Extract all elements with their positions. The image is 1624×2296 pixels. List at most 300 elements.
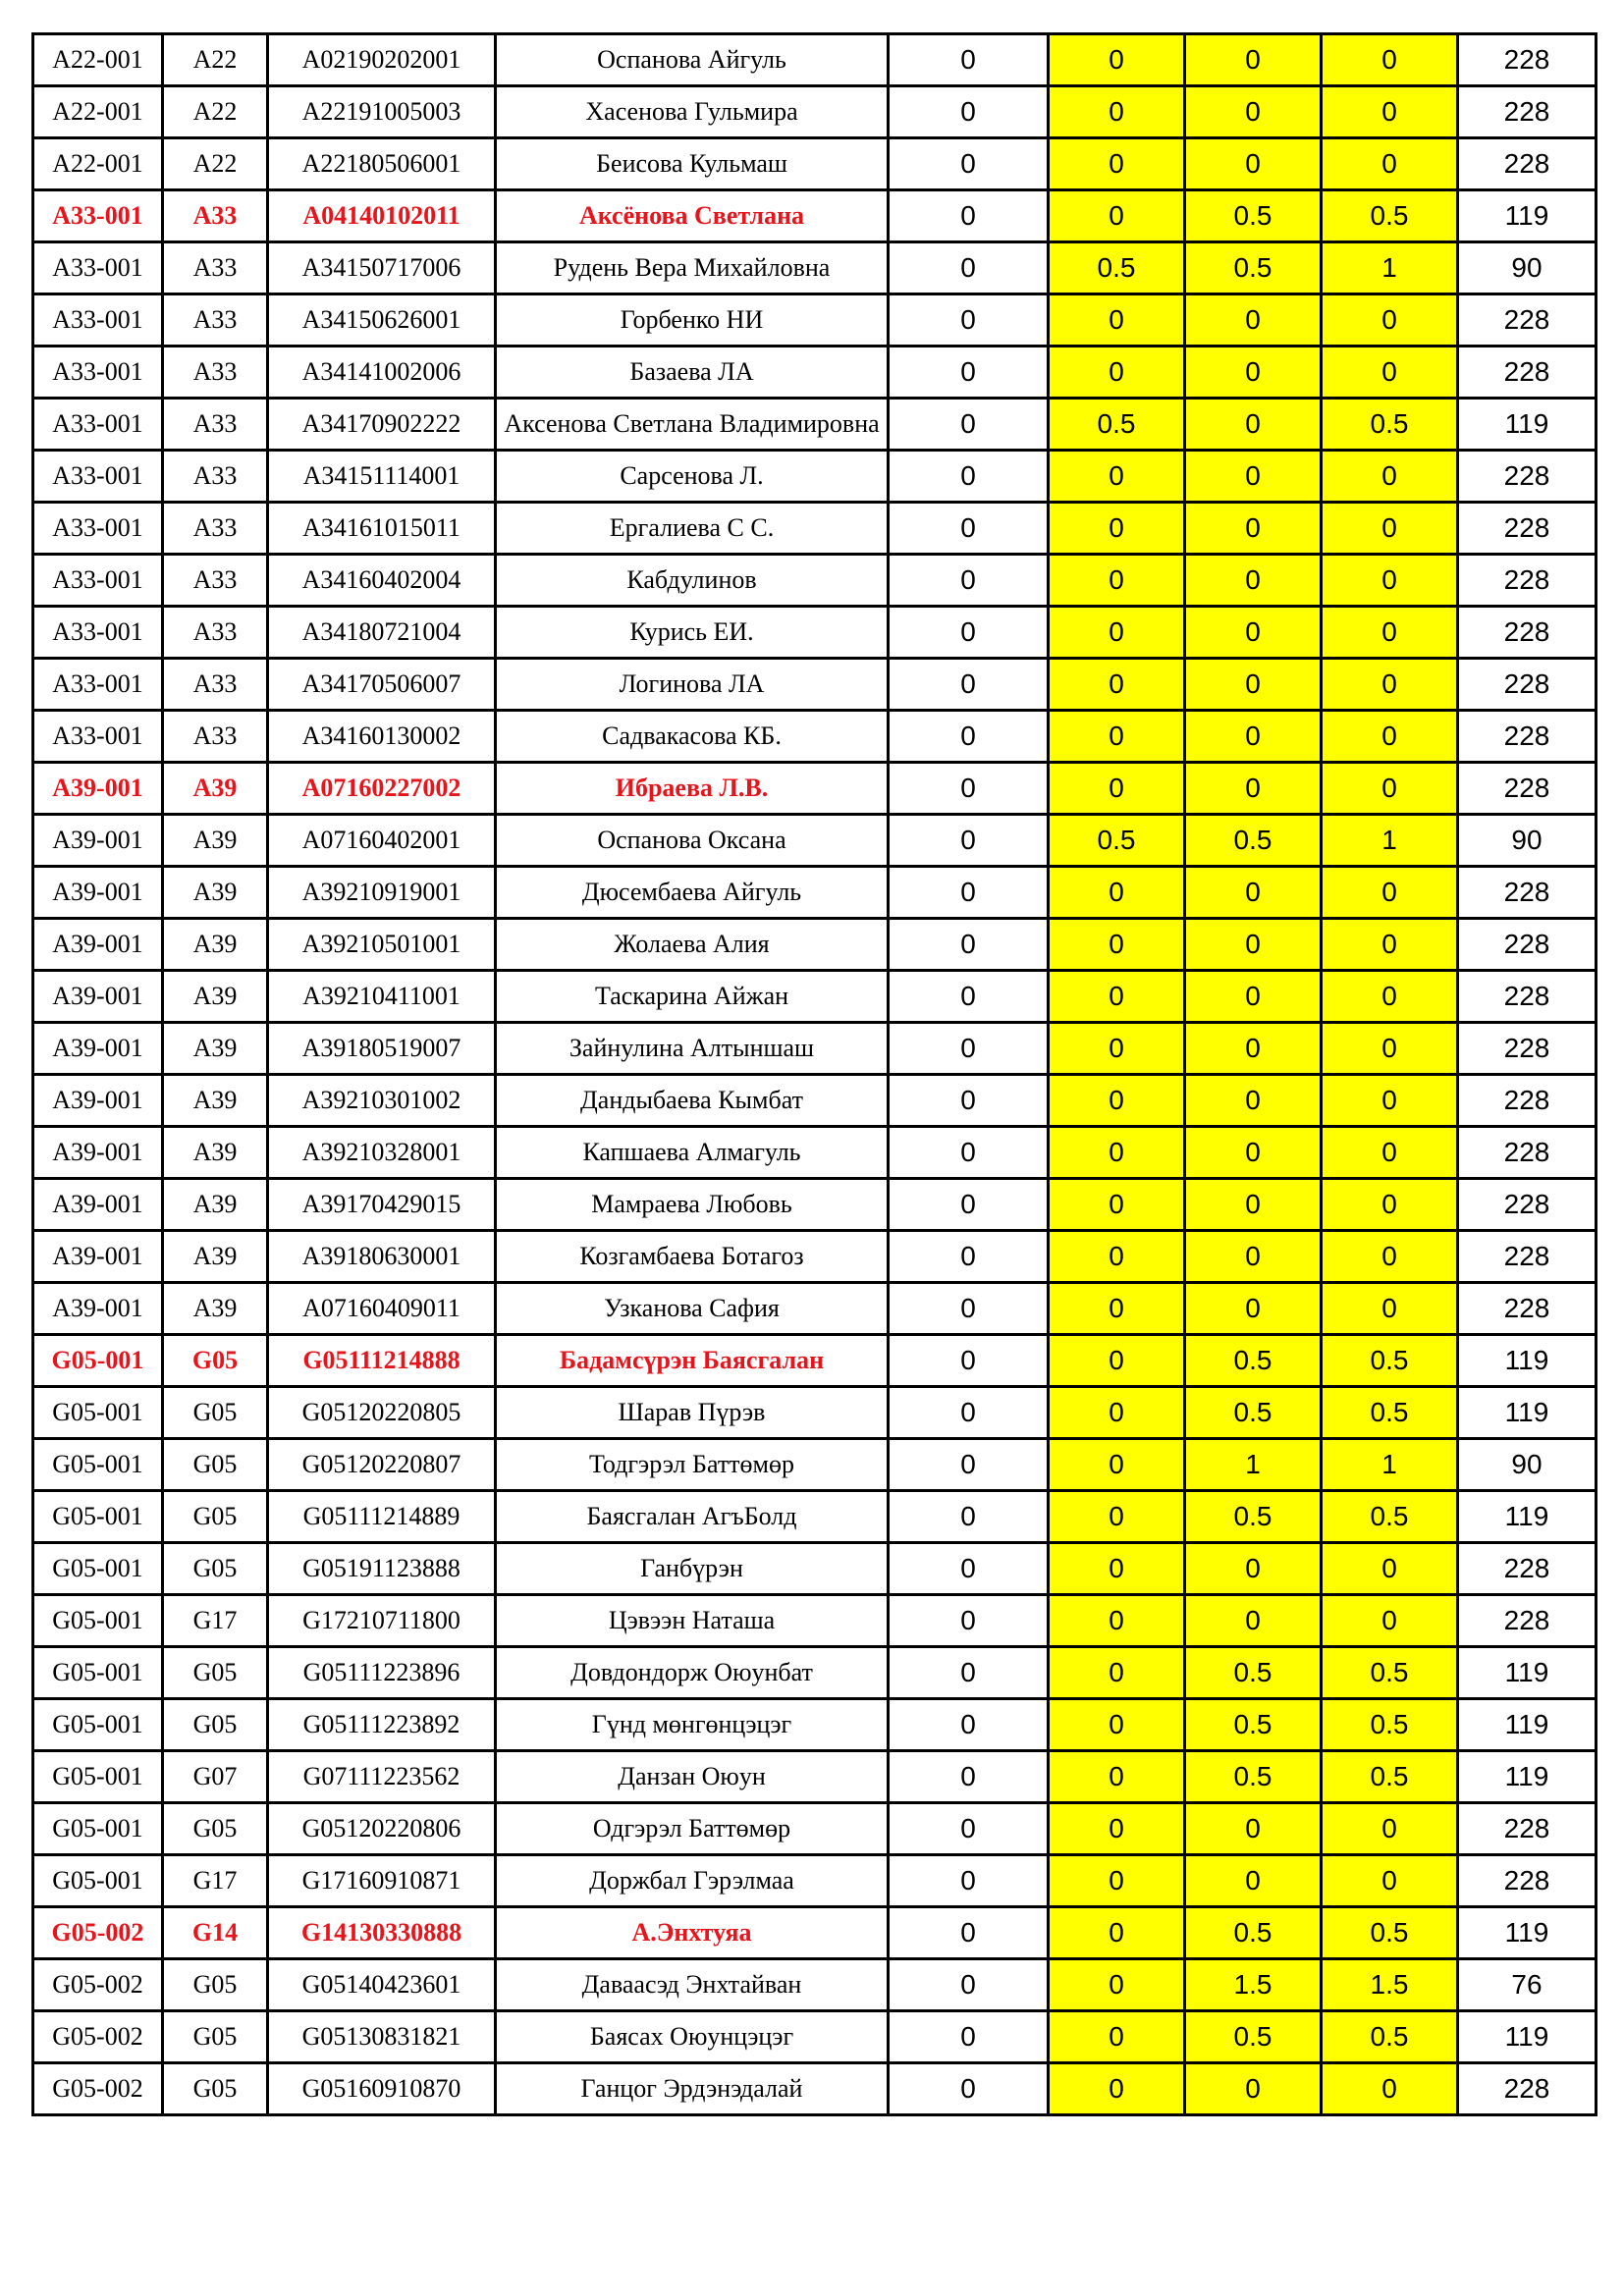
score-total-cell: 0	[1322, 451, 1458, 503]
table-row	[33, 1803, 1597, 1855]
name-cell: Беисова Кульмаш	[496, 138, 889, 190]
table-row	[33, 711, 1597, 763]
score-total-cell: 0.5	[1322, 1387, 1458, 1439]
id-cell: A39180519007	[268, 1023, 496, 1075]
score-cell-1: 0	[889, 555, 1049, 607]
rank-cell: 119	[1458, 1387, 1597, 1439]
table-row	[33, 1335, 1597, 1387]
rank-cell: 228	[1458, 1855, 1597, 1907]
score-cell-3: 0	[1185, 607, 1322, 659]
score-total-cell: 0	[1322, 919, 1458, 971]
group-cell: A39-001	[33, 919, 163, 971]
name-cell: Рудень Вера Михайловна	[496, 242, 889, 294]
rank-cell: 228	[1458, 2063, 1597, 2115]
code-cell: G07	[163, 1751, 268, 1803]
score-cell-2: 0	[1049, 659, 1185, 711]
score-cell-1: 0	[889, 1231, 1049, 1283]
name-cell: Ибраева Л.В.	[496, 763, 889, 815]
score-cell-2: 0	[1049, 1179, 1185, 1231]
code-cell: G05	[163, 1699, 268, 1751]
score-cell-1: 0	[889, 1595, 1049, 1647]
score-cell-3: 0.5	[1185, 1491, 1322, 1543]
score-cell-2: 0	[1049, 1491, 1185, 1543]
id-cell: G17160910871	[268, 1855, 496, 1907]
score-total-cell: 0	[1322, 1127, 1458, 1179]
score-cell-3: 0.5	[1185, 190, 1322, 242]
name-cell: Ганцог Эрдэнэдалай	[496, 2063, 889, 2115]
score-cell-1: 0	[889, 242, 1049, 294]
name-cell: Курись ЕИ.	[496, 607, 889, 659]
score-cell-2: 0	[1049, 138, 1185, 190]
code-cell: G05	[163, 2063, 268, 2115]
score-cell-1: 0	[889, 294, 1049, 347]
table-row	[33, 555, 1597, 607]
code-cell: A33	[163, 347, 268, 399]
code-cell: A33	[163, 242, 268, 294]
score-total-cell: 0	[1322, 2063, 1458, 2115]
score-total-cell: 0	[1322, 1283, 1458, 1335]
name-cell: Даваасэд Энхтайван	[496, 1959, 889, 2011]
id-cell: A34150626001	[268, 294, 496, 347]
score-cell-2: 0	[1049, 1439, 1185, 1491]
score-cell-2: 0	[1049, 1803, 1185, 1855]
score-cell-1: 0	[889, 1387, 1049, 1439]
score-total-cell: 0	[1322, 1855, 1458, 1907]
group-cell: A33-001	[33, 607, 163, 659]
table-row	[33, 1595, 1597, 1647]
name-cell: Сарсенова Л.	[496, 451, 889, 503]
rank-cell: 228	[1458, 86, 1597, 138]
table-row	[33, 607, 1597, 659]
code-cell: G05	[163, 1543, 268, 1595]
table-row	[33, 867, 1597, 919]
score-cell-3: 0.5	[1185, 815, 1322, 867]
score-cell-2: 0	[1049, 1855, 1185, 1907]
score-cell-1: 0	[889, 1647, 1049, 1699]
score-total-cell: 0	[1322, 555, 1458, 607]
code-cell: A33	[163, 607, 268, 659]
score-cell-1: 0	[889, 2063, 1049, 2115]
group-cell: A39-001	[33, 1179, 163, 1231]
code-cell: A33	[163, 555, 268, 607]
id-cell: A07160402001	[268, 815, 496, 867]
group-cell: G05-002	[33, 2011, 163, 2063]
score-cell-2: 0	[1049, 347, 1185, 399]
name-cell: Доржбал Гэрэлмаа	[496, 1855, 889, 1907]
id-cell: G07111223562	[268, 1751, 496, 1803]
score-cell-3: 0.5	[1185, 1647, 1322, 1699]
group-cell: G05-001	[33, 1647, 163, 1699]
id-cell: A34141002006	[268, 347, 496, 399]
score-cell-3: 0	[1185, 1283, 1322, 1335]
code-cell: G05	[163, 1647, 268, 1699]
rank-cell: 90	[1458, 1439, 1597, 1491]
id-cell: A34160402004	[268, 555, 496, 607]
table-row	[33, 451, 1597, 503]
score-cell-1: 0	[889, 2011, 1049, 2063]
name-cell: Таскарина Айжан	[496, 971, 889, 1023]
score-cell-1: 0	[889, 1075, 1049, 1127]
group-cell: G05-001	[33, 1439, 163, 1491]
table-row	[33, 1179, 1597, 1231]
code-cell: G05	[163, 1491, 268, 1543]
group-cell: A39-001	[33, 867, 163, 919]
id-cell: A04140102011	[268, 190, 496, 242]
score-cell-3: 0	[1185, 138, 1322, 190]
score-total-cell: 0	[1322, 294, 1458, 347]
score-total-cell: 0.5	[1322, 2011, 1458, 2063]
score-cell-1: 0	[889, 34, 1049, 86]
table-row	[33, 2063, 1597, 2115]
score-cell-3: 0	[1185, 763, 1322, 815]
score-cell-2: 0	[1049, 971, 1185, 1023]
score-cell-3: 0	[1185, 86, 1322, 138]
score-cell-2: 0	[1049, 1959, 1185, 2011]
rank-cell: 119	[1458, 1491, 1597, 1543]
score-total-cell: 0	[1322, 1075, 1458, 1127]
group-cell: G05-001	[33, 1491, 163, 1543]
rank-cell: 119	[1458, 190, 1597, 242]
name-cell: Капшаева Алмагуль	[496, 1127, 889, 1179]
data-table	[31, 32, 1597, 2116]
score-cell-1: 0	[889, 1283, 1049, 1335]
code-cell: A39	[163, 763, 268, 815]
id-cell: A39170429015	[268, 1179, 496, 1231]
code-cell: A33	[163, 399, 268, 451]
score-total-cell: 0	[1322, 1231, 1458, 1283]
group-cell: A22-001	[33, 34, 163, 86]
rank-cell: 228	[1458, 555, 1597, 607]
code-cell: A33	[163, 294, 268, 347]
code-cell: A33	[163, 659, 268, 711]
score-cell-3: 0	[1185, 1075, 1322, 1127]
group-cell: A39-001	[33, 1075, 163, 1127]
id-cell: A22180506001	[268, 138, 496, 190]
table-row	[33, 1907, 1597, 1959]
table-row	[33, 815, 1597, 867]
name-cell: Аксёнова Светлана	[496, 190, 889, 242]
table-row	[33, 34, 1597, 86]
name-cell: Гүнд мөнгөнцэцэг	[496, 1699, 889, 1751]
rank-cell: 228	[1458, 1543, 1597, 1595]
score-cell-3: 0	[1185, 659, 1322, 711]
table-row	[33, 1439, 1597, 1491]
score-cell-3: 0	[1185, 919, 1322, 971]
score-total-cell: 0	[1322, 971, 1458, 1023]
code-cell: G05	[163, 1439, 268, 1491]
score-cell-2: 0	[1049, 1751, 1185, 1803]
table-body	[33, 34, 1597, 2115]
id-cell: A34161015011	[268, 503, 496, 555]
group-cell: G05-001	[33, 1803, 163, 1855]
score-total-cell: 0	[1322, 1179, 1458, 1231]
score-cell-3: 0.5	[1185, 1907, 1322, 1959]
code-cell: A39	[163, 867, 268, 919]
group-cell: A39-001	[33, 763, 163, 815]
score-total-cell: 1	[1322, 1439, 1458, 1491]
table-row	[33, 919, 1597, 971]
table-row	[33, 1023, 1597, 1075]
rank-cell: 119	[1458, 1335, 1597, 1387]
id-cell: G05191123888	[268, 1543, 496, 1595]
score-cell-3: 0	[1185, 399, 1322, 451]
id-cell: G05111214888	[268, 1335, 496, 1387]
group-cell: A39-001	[33, 1127, 163, 1179]
code-cell: A39	[163, 1127, 268, 1179]
code-cell: A22	[163, 138, 268, 190]
score-cell-2: 0	[1049, 503, 1185, 555]
name-cell: Оспанова Оксана	[496, 815, 889, 867]
table-row	[33, 190, 1597, 242]
code-cell: A22	[163, 86, 268, 138]
id-cell: G14130330888	[268, 1907, 496, 1959]
rank-cell: 228	[1458, 1803, 1597, 1855]
score-cell-2: 0	[1049, 1075, 1185, 1127]
score-cell-1: 0	[889, 1335, 1049, 1387]
table-row	[33, 2011, 1597, 2063]
group-cell: G05-002	[33, 1907, 163, 1959]
group-cell: A39-001	[33, 1023, 163, 1075]
group-cell: A39-001	[33, 815, 163, 867]
score-cell-2: 0	[1049, 1647, 1185, 1699]
code-cell: A39	[163, 971, 268, 1023]
rank-cell: 228	[1458, 1023, 1597, 1075]
score-cell-2: 0	[1049, 867, 1185, 919]
score-cell-1: 0	[889, 1699, 1049, 1751]
name-cell: Ганбүрэн	[496, 1543, 889, 1595]
score-cell-3: 0	[1185, 1803, 1322, 1855]
code-cell: A39	[163, 1231, 268, 1283]
name-cell: Баясах Оюунцэцэг	[496, 2011, 889, 2063]
table-row	[33, 503, 1597, 555]
id-cell: G05111223896	[268, 1647, 496, 1699]
score-cell-2: 0	[1049, 1699, 1185, 1751]
name-cell: Данзан Оюун	[496, 1751, 889, 1803]
score-cell-3: 0	[1185, 2063, 1322, 2115]
name-cell: Ергалиева С С.	[496, 503, 889, 555]
score-cell-1: 0	[889, 1543, 1049, 1595]
name-cell: Садвакасова КБ.	[496, 711, 889, 763]
group-cell: A22-001	[33, 86, 163, 138]
score-cell-1: 0	[889, 763, 1049, 815]
score-total-cell: 0	[1322, 34, 1458, 86]
table-row	[33, 242, 1597, 294]
rank-cell: 90	[1458, 242, 1597, 294]
code-cell: A39	[163, 1075, 268, 1127]
score-cell-1: 0	[889, 659, 1049, 711]
rank-cell: 228	[1458, 34, 1597, 86]
score-cell-1: 0	[889, 190, 1049, 242]
score-cell-2: 0.5	[1049, 399, 1185, 451]
id-cell: A34170506007	[268, 659, 496, 711]
rank-cell: 228	[1458, 1127, 1597, 1179]
score-cell-1: 0	[889, 1127, 1049, 1179]
code-cell: A39	[163, 1179, 268, 1231]
rank-cell: 228	[1458, 711, 1597, 763]
group-cell: G05-002	[33, 2063, 163, 2115]
code-cell: A39	[163, 919, 268, 971]
table-row	[33, 971, 1597, 1023]
score-total-cell: 0.5	[1322, 1647, 1458, 1699]
table-row	[33, 1751, 1597, 1803]
table-row	[33, 1647, 1597, 1699]
name-cell: Баясгалан АгъБолд	[496, 1491, 889, 1543]
code-cell: G05	[163, 1803, 268, 1855]
rank-cell: 228	[1458, 138, 1597, 190]
group-cell: A33-001	[33, 451, 163, 503]
score-cell-2: 0	[1049, 2011, 1185, 2063]
score-cell-1: 0	[889, 138, 1049, 190]
id-cell: A39210919001	[268, 867, 496, 919]
code-cell: A39	[163, 815, 268, 867]
rank-cell: 119	[1458, 1699, 1597, 1751]
name-cell: Тодгэрэл Баттөмөр	[496, 1439, 889, 1491]
score-total-cell: 0	[1322, 1595, 1458, 1647]
id-cell: A34150717006	[268, 242, 496, 294]
name-cell: Одгэрэл Баттөмөр	[496, 1803, 889, 1855]
score-total-cell: 1.5	[1322, 1959, 1458, 2011]
code-cell: G17	[163, 1855, 268, 1907]
id-cell: A22191005003	[268, 86, 496, 138]
score-cell-1: 0	[889, 919, 1049, 971]
score-total-cell: 0	[1322, 659, 1458, 711]
name-cell: Бадамсүрэн Баясгалан	[496, 1335, 889, 1387]
table-row	[33, 399, 1597, 451]
score-cell-3: 0.5	[1185, 2011, 1322, 2063]
rank-cell: 228	[1458, 1075, 1597, 1127]
id-cell: G05140423601	[268, 1959, 496, 2011]
id-cell: G05130831821	[268, 2011, 496, 2063]
score-cell-1: 0	[889, 451, 1049, 503]
group-cell: A33-001	[33, 190, 163, 242]
table-row	[33, 86, 1597, 138]
score-total-cell: 0.5	[1322, 190, 1458, 242]
score-cell-1: 0	[889, 1439, 1049, 1491]
score-cell-2: 0	[1049, 1127, 1185, 1179]
score-cell-2: 0	[1049, 711, 1185, 763]
rank-cell: 228	[1458, 607, 1597, 659]
score-total-cell: 0	[1322, 503, 1458, 555]
code-cell: A22	[163, 34, 268, 86]
table-row	[33, 1855, 1597, 1907]
score-cell-2: 0	[1049, 1335, 1185, 1387]
score-cell-2: 0	[1049, 1023, 1185, 1075]
code-cell: G05	[163, 1959, 268, 2011]
score-cell-1: 0	[889, 1751, 1049, 1803]
rank-cell: 119	[1458, 1647, 1597, 1699]
code-cell: A33	[163, 711, 268, 763]
name-cell: Узканова Сафия	[496, 1283, 889, 1335]
code-cell: G05	[163, 1387, 268, 1439]
score-cell-2: 0	[1049, 1283, 1185, 1335]
rank-cell: 228	[1458, 1595, 1597, 1647]
rank-cell: 228	[1458, 294, 1597, 347]
score-cell-2: 0	[1049, 190, 1185, 242]
group-cell: A33-001	[33, 503, 163, 555]
code-cell: G14	[163, 1907, 268, 1959]
rank-cell: 119	[1458, 399, 1597, 451]
table-row	[33, 1699, 1597, 1751]
table-row	[33, 1283, 1597, 1335]
score-cell-2: 0	[1049, 919, 1185, 971]
score-cell-1: 0	[889, 503, 1049, 555]
name-cell: Логинова ЛА	[496, 659, 889, 711]
score-cell-3: 0	[1185, 294, 1322, 347]
score-cell-3: 0.5	[1185, 1699, 1322, 1751]
code-cell: A39	[163, 1283, 268, 1335]
id-cell: G05120220806	[268, 1803, 496, 1855]
group-cell: A33-001	[33, 711, 163, 763]
score-total-cell: 1	[1322, 815, 1458, 867]
table-row	[33, 1075, 1597, 1127]
group-cell: G05-001	[33, 1751, 163, 1803]
code-cell: A39	[163, 1023, 268, 1075]
score-total-cell: 0	[1322, 1543, 1458, 1595]
score-cell-3: 0	[1185, 1855, 1322, 1907]
score-cell-3: 0	[1185, 1179, 1322, 1231]
name-cell: Козгамбаева Ботагоз	[496, 1231, 889, 1283]
rank-cell: 228	[1458, 503, 1597, 555]
score-cell-3: 0	[1185, 1595, 1322, 1647]
score-total-cell: 0	[1322, 138, 1458, 190]
score-cell-3: 0	[1185, 1543, 1322, 1595]
score-total-cell: 1	[1322, 242, 1458, 294]
name-cell: Аксенова Светлана Владимировна	[496, 399, 889, 451]
score-cell-3: 0	[1185, 555, 1322, 607]
score-total-cell: 0.5	[1322, 1335, 1458, 1387]
rank-cell: 228	[1458, 347, 1597, 399]
score-total-cell: 0	[1322, 1023, 1458, 1075]
code-cell: G17	[163, 1595, 268, 1647]
score-cell-3: 0.5	[1185, 1387, 1322, 1439]
score-total-cell: 0	[1322, 607, 1458, 659]
score-cell-3: 0	[1185, 971, 1322, 1023]
score-cell-3: 0.5	[1185, 1751, 1322, 1803]
code-cell: G05	[163, 2011, 268, 2063]
score-cell-2: 0	[1049, 1387, 1185, 1439]
rank-cell: 228	[1458, 867, 1597, 919]
table-row	[33, 294, 1597, 347]
rank-cell: 228	[1458, 1179, 1597, 1231]
name-cell: А.Энхтуяа	[496, 1907, 889, 1959]
score-cell-3: 0	[1185, 503, 1322, 555]
table-row	[33, 763, 1597, 815]
id-cell: A34151114001	[268, 451, 496, 503]
score-total-cell: 0.5	[1322, 399, 1458, 451]
table-row	[33, 659, 1597, 711]
name-cell: Хасенова Гульмира	[496, 86, 889, 138]
score-cell-1: 0	[889, 711, 1049, 763]
score-cell-1: 0	[889, 86, 1049, 138]
score-cell-1: 0	[889, 1907, 1049, 1959]
score-cell-1: 0	[889, 867, 1049, 919]
id-cell: A34180721004	[268, 607, 496, 659]
score-cell-1: 0	[889, 971, 1049, 1023]
score-cell-3: 0	[1185, 451, 1322, 503]
score-total-cell: 0	[1322, 86, 1458, 138]
score-cell-2: 0	[1049, 1543, 1185, 1595]
score-cell-2: 0.5	[1049, 242, 1185, 294]
table-row	[33, 1387, 1597, 1439]
id-cell: A39210328001	[268, 1127, 496, 1179]
id-cell: A39180630001	[268, 1231, 496, 1283]
rank-cell: 228	[1458, 1231, 1597, 1283]
score-cell-2: 0	[1049, 555, 1185, 607]
score-cell-3: 0.5	[1185, 1335, 1322, 1387]
table-row	[33, 1543, 1597, 1595]
rank-cell: 228	[1458, 919, 1597, 971]
score-total-cell: 0	[1322, 347, 1458, 399]
